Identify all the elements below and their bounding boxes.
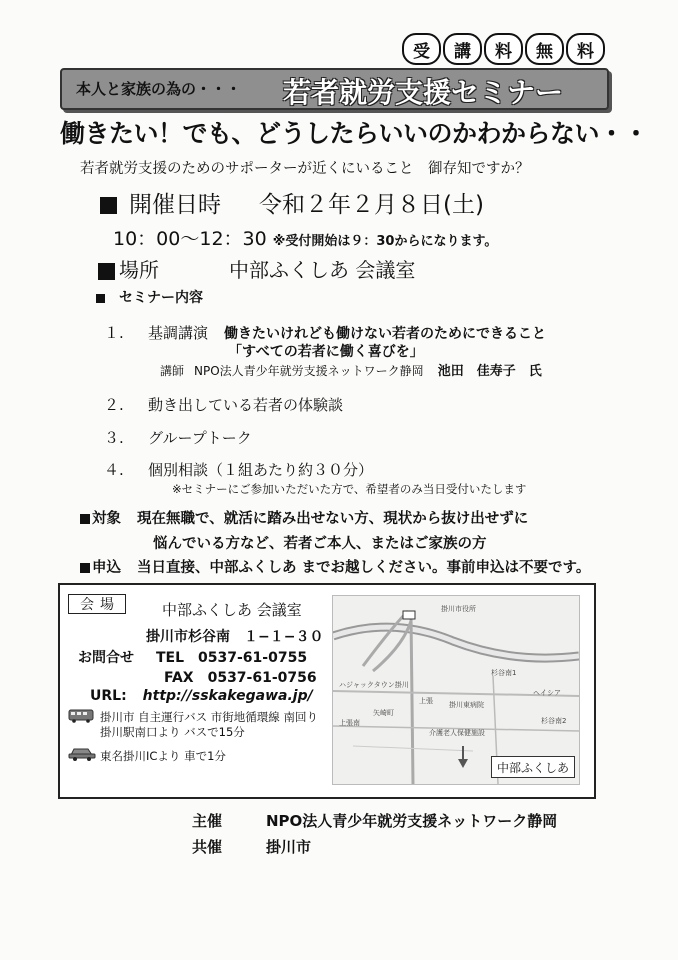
lecturer-line	[160, 360, 542, 379]
map-label: 矢崎町	[373, 709, 394, 717]
organizer-row	[192, 810, 557, 831]
content-header	[96, 287, 203, 307]
target-row	[80, 507, 528, 528]
badge-char: 受	[402, 33, 441, 65]
free-admission-badge	[402, 33, 605, 65]
map-label: 上張	[419, 697, 433, 705]
map-label: 介護老人保健施設	[429, 729, 485, 737]
time-row	[113, 224, 497, 251]
map-label: 掛川市役所	[441, 605, 476, 613]
co-organizer-value: 掛川市	[266, 838, 312, 856]
co-organizer-row	[192, 836, 311, 857]
item-title: 動き出している若者の体験談	[148, 396, 344, 414]
venue-address: 掛川市杉谷南 １−１−３０	[146, 629, 324, 645]
consult-note: ※セミナーにご参加いただいた方で、希望者のみ当日受付いたします	[172, 482, 527, 496]
venue-map	[332, 595, 580, 785]
square-bullet-icon	[80, 563, 90, 573]
headline: 働きたい！でも、どうしたらいいのかわからない・・	[60, 119, 649, 148]
title-main: 若者就労支援セミナー	[283, 76, 564, 109]
fax-number: FAX 0537-61-0756	[164, 670, 317, 686]
list-item	[104, 427, 252, 448]
car-icon	[68, 745, 96, 761]
date-value: 令和２年２月８日(土)	[259, 192, 484, 218]
badge-char: 料	[566, 33, 605, 65]
contact-label: お問合せ	[78, 650, 134, 666]
lecturer-prefix: 講師	[160, 364, 185, 378]
item-number: １.	[104, 324, 124, 342]
keynote-subtitle: 「すべての若者に働く喜びを」	[228, 344, 424, 360]
keynote-theme: 働きたいけれども働けない若者のためにできること	[224, 326, 547, 342]
map-label: 掛川東病院	[449, 701, 484, 709]
badge-char: 無	[525, 33, 564, 65]
item-number: ３.	[104, 429, 124, 447]
item-title: 個別相談（１組あたり約３０分）	[148, 461, 374, 479]
lead-text: 若者就労支援のためのサポーターが近くにいること 御存知ですか？	[80, 161, 530, 177]
map-label: ハジャックタウン掛川	[339, 681, 409, 689]
list-item	[104, 394, 343, 415]
date-label: 開催日時	[129, 192, 221, 218]
bus-line2: 掛川駅南口より バスで15分	[100, 725, 245, 739]
venue-name: 中部ふくしあ 会議室	[162, 601, 302, 619]
target-label: 対象	[92, 511, 121, 527]
square-bullet-icon	[80, 514, 90, 524]
apply-label: 申込	[92, 560, 121, 576]
square-bullet-icon	[100, 197, 117, 214]
url-line	[90, 688, 313, 704]
url-link[interactable]: http://sskakegawa.jp/	[142, 688, 313, 704]
title-sub: 本人と家族の為の・・・	[76, 80, 242, 98]
target-line2: 悩んでいる方など、若者ご本人、またはご家族の方	[153, 536, 487, 552]
content-header-text: セミナー内容	[119, 290, 203, 306]
time-value: 10：00〜12：30	[113, 228, 267, 250]
square-bullet-icon	[96, 294, 105, 303]
time-note: ※受付開始は９：30からになります。	[272, 234, 498, 249]
organizer-label: 主催	[192, 812, 223, 830]
speaker-name: 池田 佳寿子 氏	[437, 364, 542, 379]
co-organizer-label: 共催	[192, 838, 223, 856]
venue-label: 会場	[68, 594, 126, 614]
title-bar	[60, 68, 609, 110]
map-label: 杉谷南1	[491, 669, 517, 677]
organizer-value: NPO法人青少年就労支援ネットワーク静岡	[266, 812, 558, 830]
map-label: 杉谷南2	[541, 717, 567, 725]
map-venue-badge: 中部ふくしあ	[491, 756, 575, 778]
place-value: 中部ふくしあ 会議室	[229, 258, 416, 282]
url-label: URL:	[90, 688, 127, 704]
item-number: ４.	[104, 461, 124, 479]
badge-char: 料	[484, 33, 523, 65]
lecturer-org: NPO法人青少年就労支援ネットワーク静岡	[194, 364, 424, 378]
date-row	[100, 186, 484, 219]
map-label: 上張南	[339, 719, 360, 727]
place-row	[98, 254, 415, 283]
place-label: 場所	[119, 258, 159, 282]
item-title: グループトーク	[148, 429, 252, 447]
item-title: 基調講演	[148, 324, 209, 342]
car-directions: 東名掛川ICより 車で1分	[100, 749, 226, 763]
target-line1: 現在無職で、就活に踏み出せない方、現状から抜け出せずに	[137, 511, 529, 527]
apply-row	[80, 556, 590, 577]
bus-icon	[68, 709, 94, 723]
venue-box	[58, 583, 596, 799]
apply-text: 当日直接、中部ふくしあ までお越しください。事前申込は不要です。	[137, 560, 591, 576]
list-item	[104, 322, 546, 343]
square-bullet-icon	[98, 263, 115, 280]
tel-number: TEL 0537-61-0755	[156, 650, 308, 666]
item-number: ２.	[104, 396, 124, 414]
map-label: ヘイシア	[533, 689, 561, 697]
bus-line1: 掛川市 自主運行バス 市街地循環線 南回り	[100, 710, 318, 724]
badge-char: 講	[443, 33, 482, 65]
list-item	[104, 459, 373, 480]
